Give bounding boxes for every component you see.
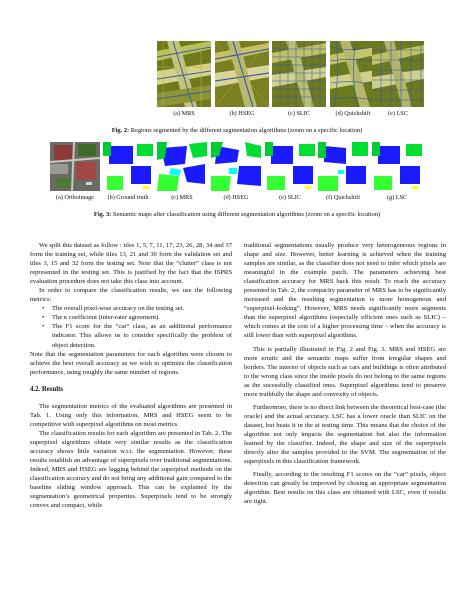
heterogeneous-regions-paragraph: traditional segmentations usually produce very heterogeneous regions in shape and size. However, better learning is achieved when the training samples are similar, as the classifier does not need to infer which pixels are meaningful in the example patch. The parameters achieving best classification accuracy for MRS back this result. To reach the accuracy presented in Tab. 2, the compacity parameter of MRS has to be significantly increased and the resulting segmentation is more homogenous and “superpixel-looking”. However, MRS needs significantly more segments than the superpixel algorithms (especially efficient ones such as SLIC) – which comes at the cost of a higher processing time – when the accuracy is still lower than with superpixel algorithms. (244, 242, 446, 340)
fig3-label-quickshift: (f) Quickshift (326, 194, 360, 201)
bullet-icon: • (42, 314, 45, 322)
fig2-caption-number: Fig. 2: (111, 127, 130, 134)
fig3-label-orthoimage: (a) Orthoimage (56, 194, 94, 201)
fig3-caption (0, 211, 474, 219)
fig3-label-lsc: (g) LSC (386, 194, 408, 201)
fig2-image-slic (272, 41, 326, 107)
dataset-split-paragraph: We split this dataset as follow : tiles 1, 5, 7, 11, 17, 23, 26, 28, 34 and 37 form the training set, while tiles 13, 21 and 30 form the validation set and tiles 3, 15 and 32 form the testing set. Note that the “clutter” class is not represented in the testing set. This is justified by the fact that the ISPRS evaluation procedure does not take this class into account. (30, 242, 232, 286)
fig2-image-mrs (157, 41, 211, 107)
fig2-image-hseg (215, 41, 269, 107)
fig2-label-quickshift: (d) Quickshift (335, 110, 371, 117)
fig3-label-mrs: (c) MRS (171, 194, 193, 201)
list-item (30, 322, 232, 349)
metrics-intro-paragraph: In order to compare the classification results, we use the following metrics: (30, 287, 232, 304)
fig2-caption-text: Regions segmented by the different segmentation algorithms (zoom on a specific location) (129, 127, 363, 134)
fig3-label-hseg: (d) HSEG (223, 194, 249, 201)
fig2-image-lsc (372, 41, 424, 107)
metrics-list (30, 304, 232, 349)
bullet-icon: • (42, 323, 45, 331)
oracle-paragraph: Furthermore, there is no direct link between the theoretical best-case (the oracle) and the actual accuracy. LSC has a lower oracle than SLIC on the dataset, but beats it in the at testing time. This means that the choice of the algorithm not only impacts the segmentation but also the information learned by the classifier. Indeed, the shape and size of the superpixels directly alter the samples provided to the SVM. The segmentation of the superpixels in this classification framework. (244, 403, 446, 466)
fig2-label-lsc: (e) LSC (388, 110, 408, 117)
section-heading-results: 4.2. Results (30, 385, 64, 393)
fig3-image-mrs (157, 142, 207, 191)
fig3-image-orthoimage (50, 142, 100, 191)
list-item (30, 304, 232, 313)
fig3-label-slic: (e) SLIC (279, 194, 301, 201)
list-item-text: The κ coefficient (inter-rater agreement). (52, 314, 160, 322)
list-item (30, 313, 232, 322)
fig2-label-mrs: (a) MRS (173, 110, 195, 117)
list-item-text: The overall pixel-wise accuracy on the testing set. (52, 305, 185, 313)
fig3-image-hseg (211, 142, 261, 191)
fig3-caption-text: Semantic maps after classification using different segmentation algorithms (zoom on a specific location) (111, 211, 381, 218)
fig3-image-quickshift (318, 142, 368, 191)
fig3-caption-number: Fig. 3: (93, 211, 112, 218)
fig2-label-hseg: (b) HSEG (229, 110, 255, 117)
classification-results-paragraph: The classification results for each algorithm are presented in Tab. 2. The superpixel algorithms obtain very similar results as the classification accuracy shows little variation w.r.t. the segmentation. However, these results establish an advantage of superpixels over traditional segmentations. Indeed, MRS and HSEG are lagging behind the superpixel methods on the classification accuracy and do not bring any additional gain compared to the baseline sliding window approach. This can be explained by the segmentation’s geometrical properties. Superpixels tend to be strongly convex and compact, while (30, 429, 232, 510)
illustration-paragraph: This is partially illustrated in Fig. 2 and Fig. 3. MRS and HSEG are more erratic and the semantic maps suffer from irregular shapes and borders. The interior of objects such as cars and buildings is often attributed to the wrong class since the inside pixels do not belong to the same regions as the sucessfully classified ones. Superpixel algorithms tend to preserve more truthfully the shape and convexity of objects. (244, 345, 446, 398)
f1-score-paragraph: Finally, according to the resulting F1 scores on the “car” pixels, object detection can greatly be improved by chosing an appropriate segmentation algorithm. Best results on this class are obtained with LSC, even if results are tight. (244, 471, 446, 506)
fig3-image-lsc (372, 142, 422, 191)
fig3-label-ground-truth: (b) Ground truth (107, 194, 149, 201)
list-item-text: The F1 score for the “car” class, as an additional performance indicator. This allows us to consider specifically the problem of object detection. (52, 323, 232, 349)
fig3-image-ground-truth (103, 142, 153, 191)
fig2-caption (0, 127, 474, 135)
right-column (244, 241, 446, 506)
parameters-paragraph: Note that the segmentation parameters for each algorithm were chosen to achieve the best overall accuracy as we wish to optimize the classification performance, using roughly the same number of regions. (30, 350, 232, 376)
bullet-icon: • (42, 305, 45, 313)
left-column (30, 241, 232, 510)
fig2-label-slic: (c) SLIC (288, 110, 310, 117)
segmentation-metrics-paragraph: The segmentation metrics of the evaluated algorithms are presented in Tab. 1. Using only this information, MRS and HSEG seem to be competitive with superpixel algorithms on most metrics. (30, 402, 232, 428)
fig3-image-slic (265, 142, 315, 191)
